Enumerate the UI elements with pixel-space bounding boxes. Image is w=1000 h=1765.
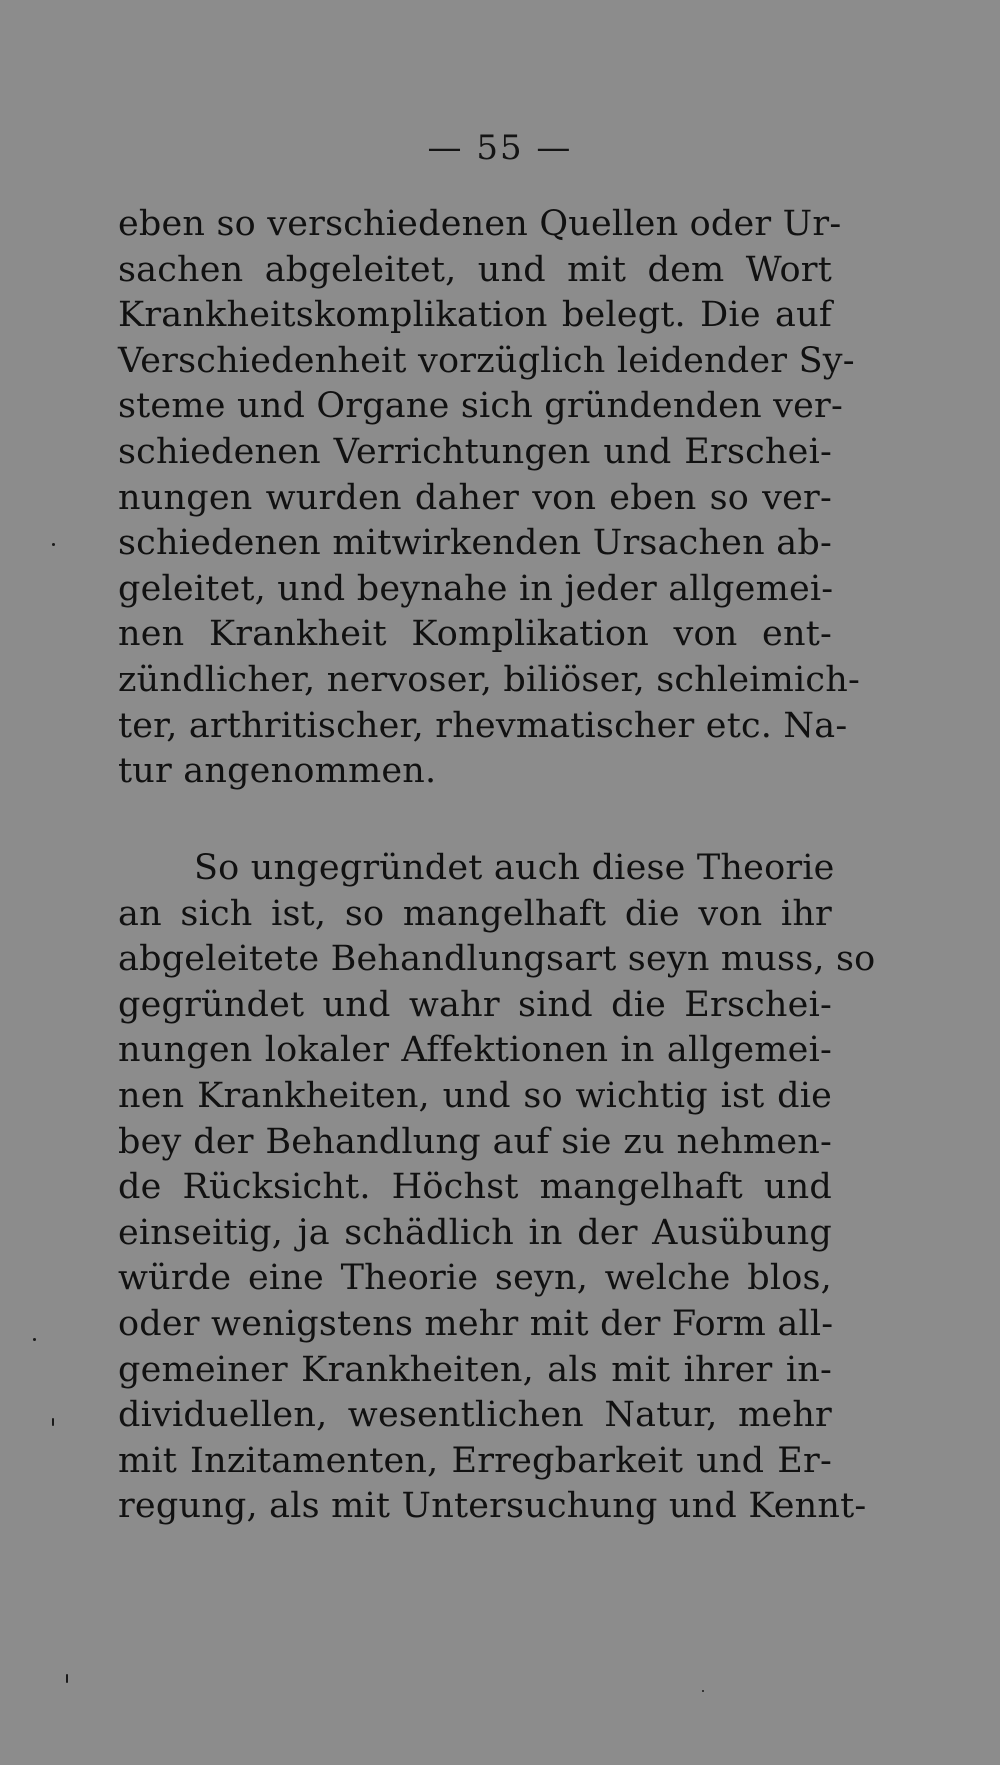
text-line: nen Krankheiten, und so wichtig ist die: [118, 1075, 832, 1116]
text-line: steme und Organe sich gründenden ver-: [118, 386, 843, 427]
page-number: — 55 —: [427, 128, 573, 168]
paragraph-2: [118, 846, 876, 1530]
text-line: nungen wurden daher von eben so ver-: [118, 477, 832, 518]
text-line: tur angenommen.: [118, 751, 437, 792]
text-line: Verschiedenheit vorzüglich leidender Sy-: [118, 340, 855, 381]
text-line: Krankheitskomplikation belegt. Die auf: [118, 295, 832, 336]
text-line: zündlicher, nervoser, biliöser, schleimich-: [118, 659, 860, 700]
text-line: würde eine Theorie seyn, welche blos,: [118, 1258, 832, 1299]
scan-speck: [33, 1338, 36, 1341]
text-line: de Rücksicht. Höchst mangelhaft und: [118, 1167, 832, 1208]
text-line: geleitet, und beynahe in jeder allgemei-: [118, 568, 834, 609]
text-line: mit Inzitamenten, Erregbarkeit und Er-: [118, 1440, 832, 1481]
text-line: So ungegründet auch diese Theorie: [194, 848, 835, 888]
text-line: ter, arthritischer, rhevmatischer etc. Na-: [118, 705, 848, 746]
text-line: nen Krankheit Komplikation von ent-: [118, 614, 832, 655]
scan-speck: [52, 543, 55, 546]
text-line: sachen abgeleitet, und mit dem Wort: [118, 249, 832, 290]
text-line: oder wenigstens mehr mit der Form all-: [118, 1303, 834, 1344]
text-line: schiedenen mitwirkenden Ursachen ab-: [118, 523, 832, 564]
text-line: dividuellen, wesentlichen Natur, mehr: [118, 1395, 832, 1436]
scan-speck: [52, 1418, 54, 1426]
text-line: nungen lokaler Affektionen in allgemei-: [118, 1030, 832, 1071]
text-line: eben so verschiedenen Quellen oder Ur-: [118, 204, 842, 244]
text-line: gemeiner Krankheiten, als mit ihrer in-: [118, 1349, 832, 1390]
text-line: gegründet und wahr sind die Erschei-: [118, 984, 832, 1025]
text-line: bey der Behandlung auf sie zu nehmen-: [118, 1121, 832, 1162]
text-line: einseitig, ja schädlich in der Ausübung: [118, 1212, 832, 1253]
text-line: regung, als mit Untersuchung und Kennt-: [118, 1486, 867, 1527]
text-line: an sich ist, so mangelhaft die von ihr: [118, 893, 832, 934]
scan-speck: [66, 1674, 68, 1683]
text-line: schiedenen Verrichtungen und Erschei-: [118, 431, 832, 472]
scan-speck: [702, 1690, 704, 1692]
text-line: abgeleitete Behandlungsart seyn muss, so: [118, 939, 876, 980]
paragraph-1: [118, 202, 860, 795]
